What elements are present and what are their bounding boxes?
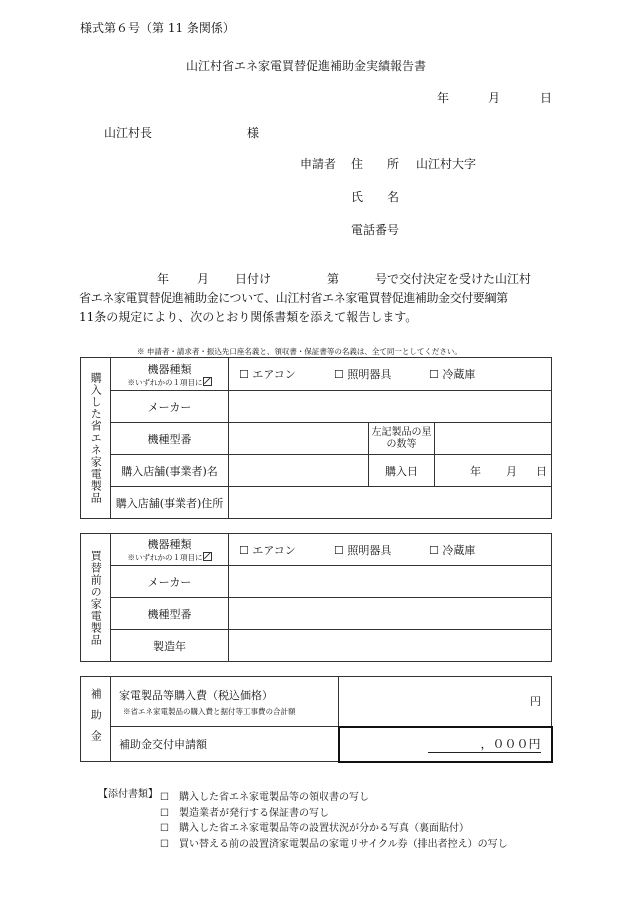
address-label: 住 所 xyxy=(351,157,400,171)
replaced-section: 買替前の家電製品 xyxy=(81,534,111,662)
store-address-field[interactable] xyxy=(229,487,552,519)
attachment-item[interactable]: ☐ 買い替える前の設置済家電製品の家電リサイクル券（排出者控え）の写し xyxy=(160,838,508,850)
store-address-label: 購入店舗(事業者)住所 xyxy=(111,487,229,519)
purchase-date-field[interactable]: 年 月 日 xyxy=(435,455,552,487)
addressee-honorific: 様 xyxy=(247,126,260,140)
attachments-list xyxy=(160,790,508,852)
option-fridge[interactable]: ☐ 冷蔵庫 xyxy=(429,368,476,381)
subsidy-table xyxy=(80,676,553,763)
replaced-table xyxy=(80,533,552,662)
request-field[interactable]: ，０００円 xyxy=(339,727,552,762)
name-note: ※ 申請者・請求者・振込先口座名義と、領収書・保証書等の名義は、全て同一としてください。 xyxy=(137,347,462,356)
subsidy-section: 補助金 xyxy=(81,677,111,762)
replaced-option-lighting[interactable]: ☐ 照明器具 xyxy=(334,543,392,557)
stars-field[interactable] xyxy=(435,423,552,455)
option-aircon[interactable]: ☐ エアコン xyxy=(239,368,296,381)
replaced-device-type-cell: 機器種類 ※いずれかの１項目に xyxy=(111,534,229,566)
body-line3: 11条の規定により、次のとおり関係書類を添えて報告します。 xyxy=(79,310,418,324)
stars-label: 左記製品の星の数等 xyxy=(369,423,435,455)
replaced-model-label: 機種型番 xyxy=(111,598,229,630)
request-label: 補助金交付申請額 xyxy=(111,727,339,762)
checked-box-icon xyxy=(203,552,212,561)
replaced-option-fridge[interactable]: ☐ 冷蔵庫 xyxy=(429,543,476,557)
attachment-item[interactable]: ☐ 製造業者が発行する保証書の写し xyxy=(160,807,329,819)
name-label: 氏 名 xyxy=(351,190,400,204)
body-line1-rest: 号で交付決定を受けた山江村 xyxy=(375,272,532,286)
form-number: 様式第６号（第 11 条関係） xyxy=(80,21,235,35)
store-name-label: 購入店舗(事業者)名 xyxy=(111,455,229,487)
replaced-year-label: 製造年 xyxy=(111,630,229,662)
body-line2: 省エネ家電買替促進補助金について、山江村省エネ家電買替促進補助金交付要綱第 xyxy=(79,291,508,305)
replaced-year-field[interactable] xyxy=(229,630,552,662)
attachments-label: 【添付書類】 xyxy=(98,789,158,800)
date-year: 年 xyxy=(437,91,450,105)
maker-label: メーカー xyxy=(111,391,229,423)
replaced-maker-label: メーカー xyxy=(111,566,229,598)
applicant-label: 申請者 xyxy=(300,157,337,171)
device-type-cell: 機器種類 ※いずれかの１項目に xyxy=(111,358,229,391)
replaced-device-options xyxy=(229,534,552,566)
date-month: 月 xyxy=(488,91,501,105)
page-title: 山江村省エネ家電買替促進補助金実績報告書 xyxy=(186,59,427,73)
body-year: 年 xyxy=(157,272,170,286)
replaced-maker-field[interactable] xyxy=(229,566,552,598)
address-value: 山江村大字 xyxy=(416,157,477,171)
store-name-field[interactable] xyxy=(229,455,369,487)
body-month: 月 xyxy=(197,272,210,286)
purchased-table xyxy=(80,357,552,519)
body-no: 第 xyxy=(327,272,340,286)
attachment-item[interactable]: ☐ 購入した省エネ家電製品等の設置状況が分かる写真（裏面貼付） xyxy=(160,823,469,834)
cost-field[interactable]: 円 xyxy=(339,677,552,727)
attachment-item[interactable]: ☐ 購入した省エネ家電製品等の領収書の写し xyxy=(160,792,369,803)
option-lighting[interactable]: ☐ 照明器具 xyxy=(334,368,392,381)
model-field[interactable] xyxy=(229,423,369,455)
date-day: 日 xyxy=(540,91,553,105)
purchase-date-label: 購入日 xyxy=(369,455,435,487)
checked-box-icon xyxy=(203,377,212,386)
body-day: 日付け xyxy=(235,272,272,286)
purchased-section: 購入した省エネ家電製品 xyxy=(81,358,111,519)
phone-label: 電話番号 xyxy=(351,223,400,237)
model-label: 機種型番 xyxy=(111,423,229,455)
replaced-option-aircon[interactable]: ☐ エアコン xyxy=(239,543,296,557)
cost-label-cell: 家電製品等購入費（税込価格） ※省エネ家電製品の購入費と据付等工事費の合計額 xyxy=(111,677,339,727)
replaced-model-field[interactable] xyxy=(229,598,552,630)
addressee-name: 山江村長 xyxy=(104,126,153,140)
maker-field[interactable] xyxy=(229,391,552,423)
device-options xyxy=(229,358,552,391)
